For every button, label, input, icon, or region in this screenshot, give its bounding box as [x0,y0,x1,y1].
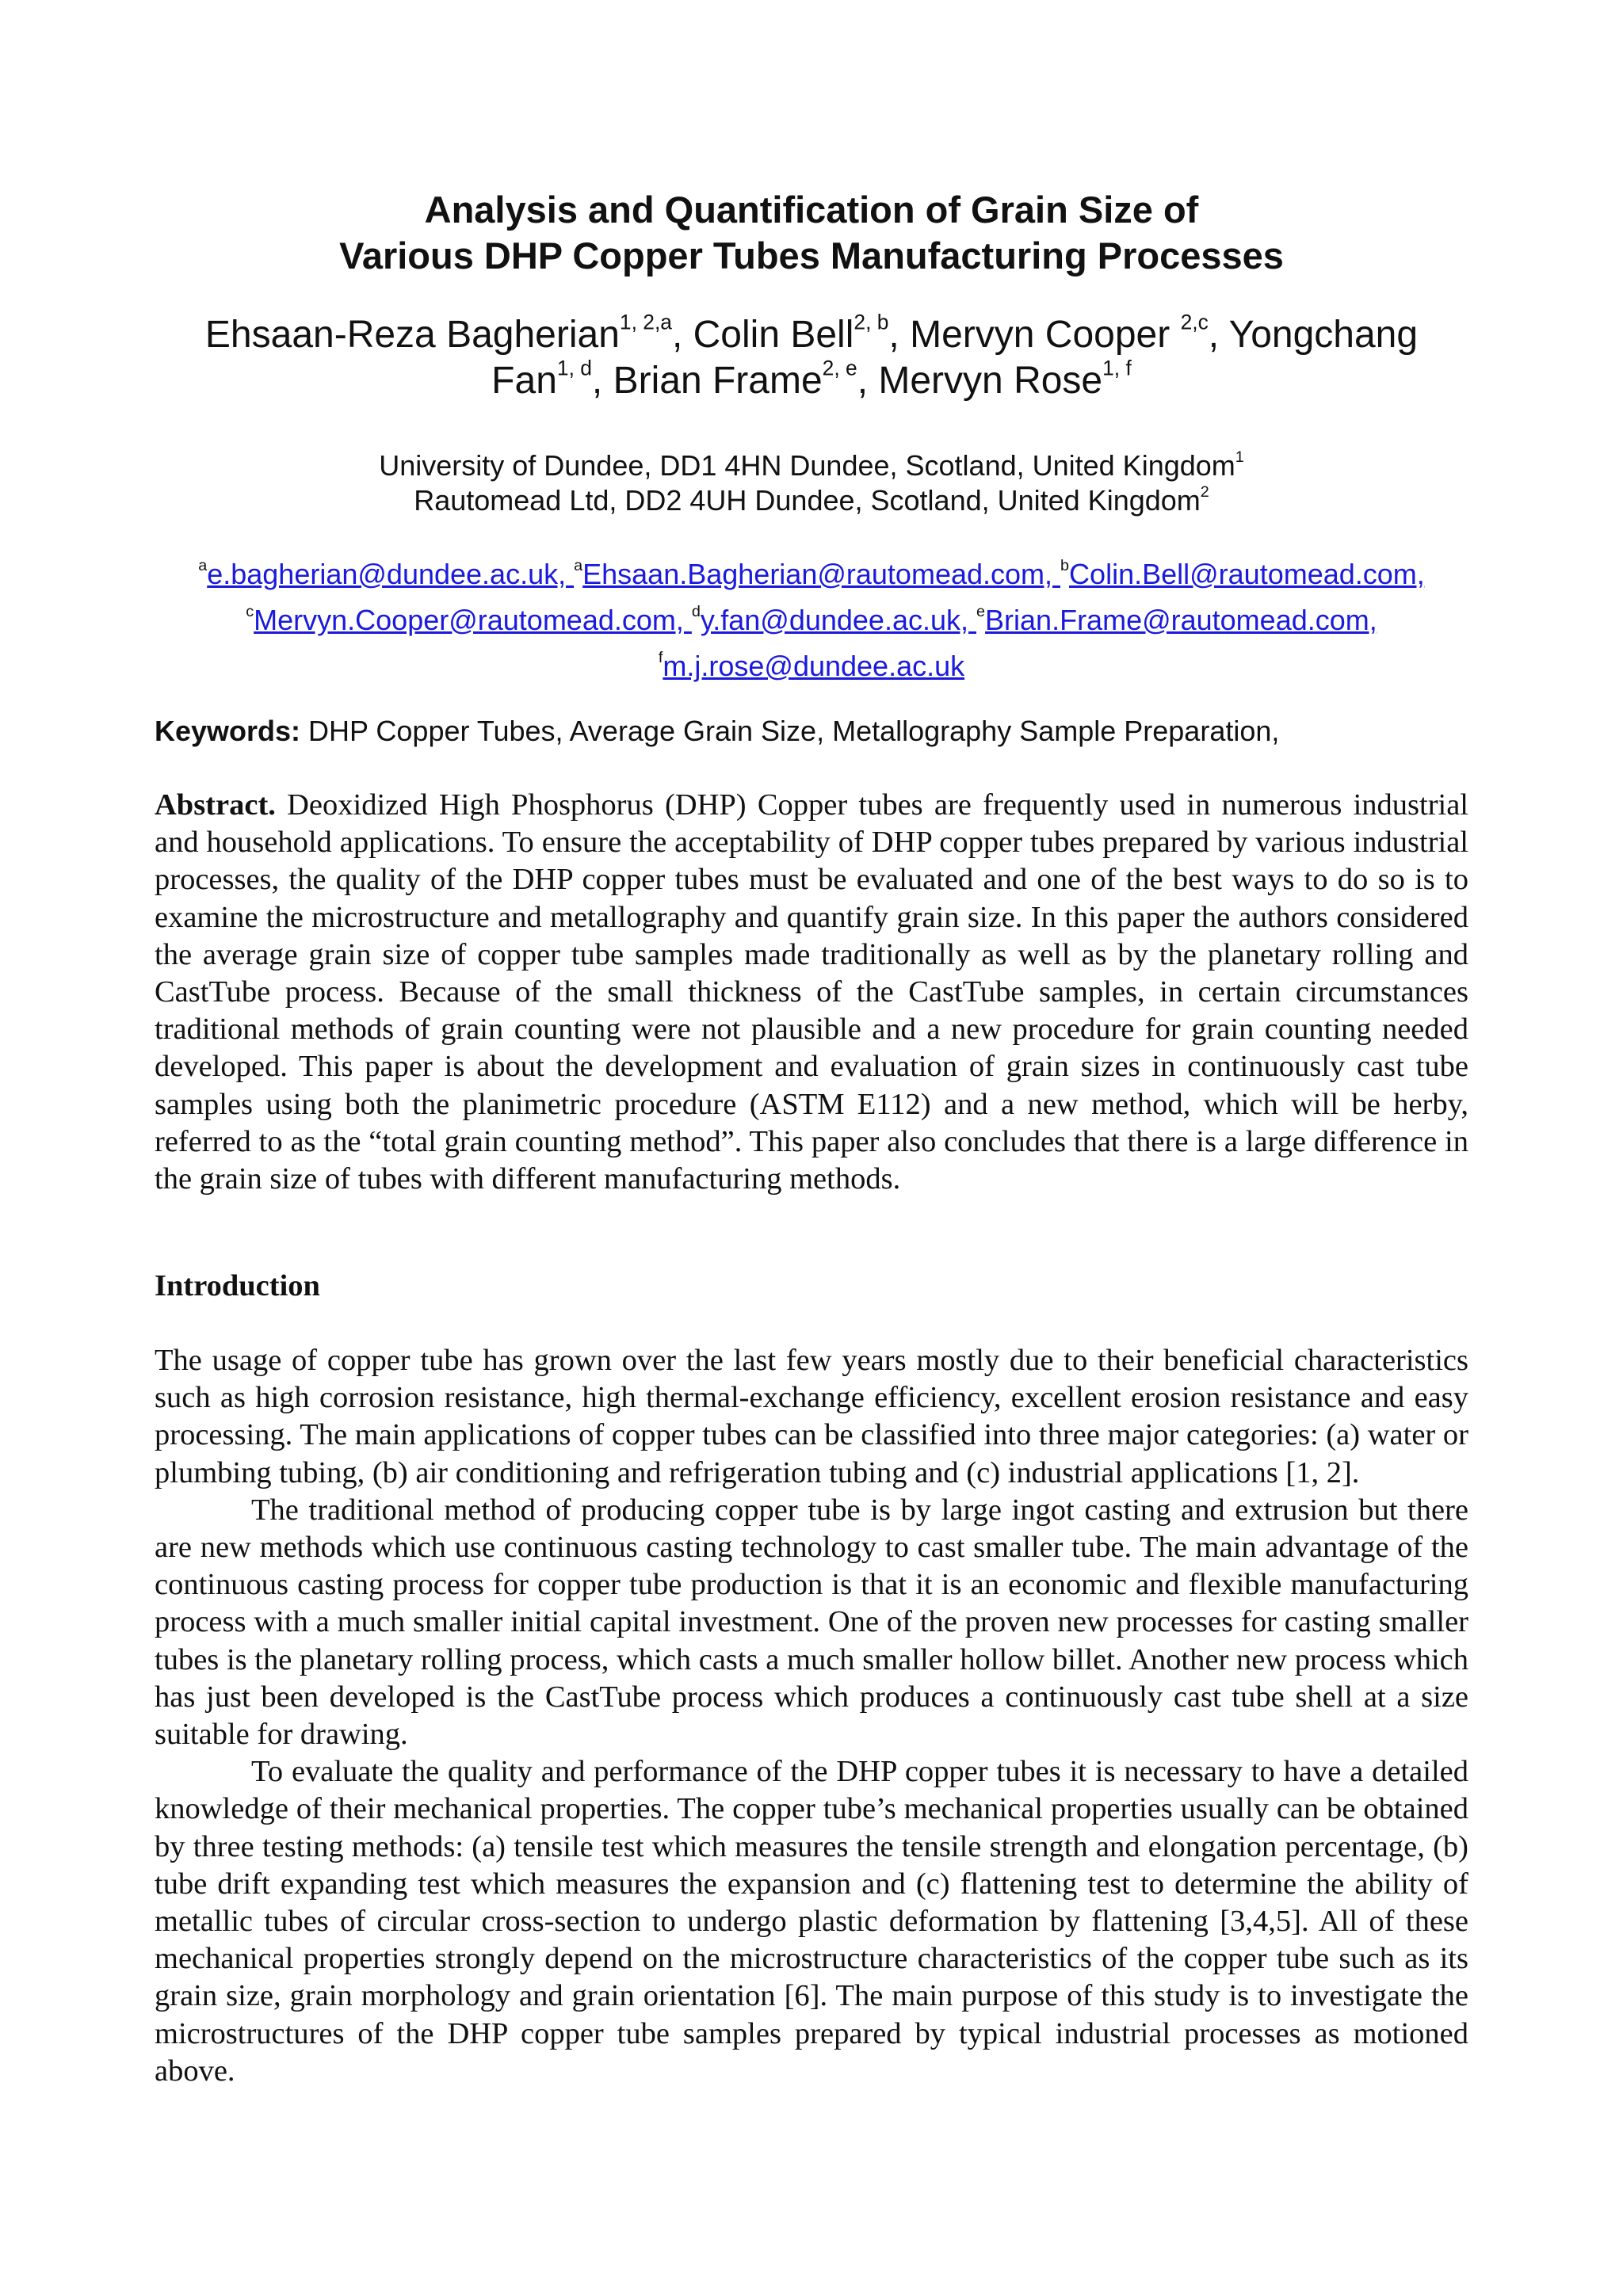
keywords-text: DHP Copper Tubes, Average Grain Size, Metallography Sample Preparation, [300,715,1280,747]
keywords-label: Keywords: [155,715,301,747]
author-affiliation-marker: 2,c [1180,310,1209,334]
email-link[interactable]: m.j.rose@dundee.ac.uk [663,650,965,682]
affiliation-1: University of Dundee, DD1 4HN Dundee, Scotland, United Kingdom$^1$ [379,448,1244,482]
affiliation-2: Rautomead Ltd, DD2 4UH Dundee, Scotland, United Kingdom$^2$ [414,483,1209,517]
section-heading-introduction: Introduction [155,1269,320,1302]
author-affiliation-marker: 2, e [822,356,857,380]
keywords [155,713,1470,749]
email-link[interactable]: Brian.Frame@rautomead.com, [985,604,1377,636]
author-name: Mervyn Cooper [910,314,1181,356]
author-name: Colin Bell [693,314,854,356]
abstract-label: Abstract. [155,788,276,822]
email-list [119,551,1504,689]
email-line-1: $^a$e.bagherian@dundee.ac.uk, $^a$Ehsaan.Bagherian@rautomead.com, $^b$Colin.Bell@rautomead.com, [198,557,1425,590]
author-affiliation-marker: 1, 2,a [619,310,672,334]
email-line-2: $^c$Mervyn.Cooper@rautomead.com, $^d$y.fan@dundee.ac.uk, $^e$Brian.Frame@rautomead.com, [246,603,1377,636]
author-name: Yongchang Fan [491,314,1419,402]
paragraph: The traditional method of producing copper tube is by large ingot casting and extrusion but there are new methods which use continuous casting technology to cast smaller tube. The main advantage of the continuous casting process for copper tube production is that it is an economic and flexible manufacturing process with a much smaller initial capital investment. One of the proven new processes for casting smaller tubes is the planetary rolling process, which casts a much smaller hollow billet. Another new process which has just been developed is the CastTube process which produces a continuously cast tube shell at a size suitable for drawing. [155,1493,1468,1752]
author-list [0,312,1623,404]
title-line-2: Various DHP Copper Tubes Manufacturing Processes [339,235,1284,277]
paragraph: The usage of copper tube has grown over the last few years mostly due to their beneficial characteristics such as high corrosion resistance, high thermal-exchange efficiency, excellent erosion resistance and easy processing. The main applications of copper tubes can be classified into three major categories: (a) water or plumbing tubing, (b) air conditioning and refrigeration tubing and (c) industrial applications [1, 2]. [155,1344,1468,1489]
abstract-text: Deoxidized High Phosphorus (DHP) Copper tubes are frequently used in numerous industrial and household applications. To ensure the acceptability of DHP copper tubes prepared by various industrial processes, the quality of the DHP copper tubes must be evaluated and one of the best ways to do so is to examine the microstructure and metallography and quantify grain size. In this paper the authors considered the average grain size of copper tube samples made traditionally as well as by the planetary rolling and CastTube process. Because of the small thickness of the CastTube samples, in certain circumstances traditional methods of grain counting were not plausible and a new procedure for grain counting needed developed. This paper is about the development and evaluation of grain sizes in continuously cast tube samples using both the planimetric procedure (ASTM E112) and a new method, which will be herby, referred to as the “total grain counting method”. This paper also concludes that there is a large difference in the grain size of tubes with different manufacturing methods. [155,788,1468,1196]
email-line-3: $^f$m.j.rose@dundee.ac.uk [658,649,965,682]
paragraph: To evaluate the quality and performance of the DHP copper tubes it is necessary to have a detailed knowledge of their mechanical properties. The copper tube’s mechanical properties usually can be obtained by three testing methods: (a) tensile test which measures the tensile strength and elongation percentage, (b) tube drift expanding test which measures the expansion and (c) flattening test to determine the ability of metallic tubes of circular cross-section to undergo plastic deformation by flattening [3,4,5]. All of these mechanical properties strongly depend on the microstructure characteristics of the copper tube such as its grain size, grain morphology and grain orientation [6]. The main purpose of this study is to investigate the microstructures of the DHP copper tube samples prepared by typical industrial processes as motioned above. [155,1755,1468,2088]
author-affiliation-marker: 1, f [1102,356,1132,380]
author-affiliation-marker: 1, d [556,356,592,380]
introduction-body [155,1342,1468,2090]
email-link[interactable]: y.fan@dundee.ac.uk, [700,604,977,636]
email-link[interactable]: Ehsaan.Bagherian@rautomead.com, [582,558,1061,590]
author-name: Brian Frame [613,360,823,402]
author-affiliation-marker: 2, b [854,310,889,334]
author-name: Mervyn Rose [878,360,1103,402]
author-line-1: Ehsaan-Reza Bagherian$^{1, 2,a}$, Colin Bell$^{2, b}$, Mervyn Cooper $^{2,c}$, Yongchang Fan$^{1, d}$, Brian Frame$^{2, e}$, Mervyn Rose$^{1, f}$ [204,310,1419,402]
title-line-1: Analysis and Quantification of Grain Size of [424,189,1199,231]
author-name: Ehsaan-Reza Bagherian [204,314,620,356]
email-link[interactable]: e.bagherian@dundee.ac.uk, [207,558,575,590]
email-link[interactable]: Colin.Bell@rautomead.com, [1069,558,1425,590]
affiliations [0,448,1623,518]
email-link[interactable]: Mervyn.Cooper@rautomead.com, [254,604,692,636]
paper-title [0,187,1623,279]
abstract [155,787,1468,1198]
